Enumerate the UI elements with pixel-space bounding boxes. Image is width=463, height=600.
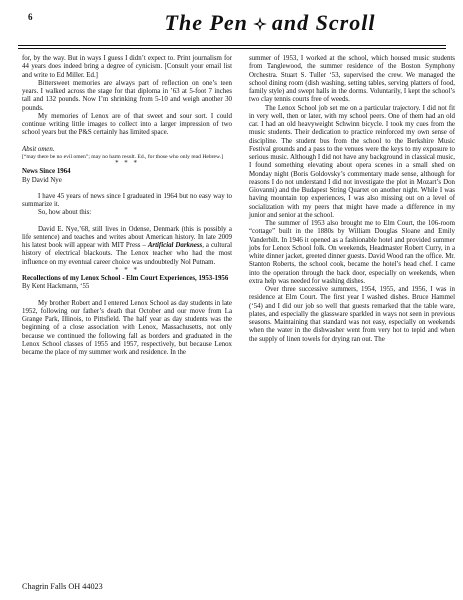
- header-rule: [18, 45, 446, 46]
- article-byline: By David Nye: [22, 176, 62, 184]
- editor-note: [“may there be no evil omen”; may no harm result. Ed., for those who only read Hebrew.]: [22, 153, 223, 160]
- page-number: 6: [28, 12, 33, 22]
- header-rule-thin: [18, 48, 446, 49]
- paragraph: The summer of 1953 also brought me to Elm Court, the 106-room “cottage” built in the 1880s by William Douglas Sloane and Emily Vanderbilt. In 1946 it opened as a fashionable hotel and provided summer jobs for Lenox School folk. On weekends, Headmaster Robert Curry, in a white dinner jacket, greeted dinner guests. David Wood ran the office. Mr. Stanton Roberts, the school cook, became the hotel’s head chef. I came into the operation through the back door, especially on weekends, when extra help was needed for washing dishes.: [249, 220, 455, 285]
- footer-address: Chagrin Falls OH 44023: [22, 582, 103, 591]
- cross-emblem-icon: [252, 12, 268, 28]
- masthead: [18, 6, 446, 50]
- paragraph: The Lenox School job set me on a particular trajectory. I did not fit in very well, then or later, with my school peers. One of them had an old car. I had an old heavyweight Schwinn bicycle. I took my cues from the music students. Their dedication to practice reinforced my own sense of discipline. The student bus from the school to the Berkshire Music Festival grounds and a pass to the venues were the keys to my exposure to serious music. Although I did not have any background in classical music, I found something elevating about opera scenes in a small shed on Monday night (Boris Goldovsky’s commentary made sense, although for reasons I do not understand I did not investigate the plot in Mozart’s Don Giovanni) and the Budapest String Quartet on another night. While I was having mountain top experiences, I was also missing out on a level of socialization with my peers that might have made a difference in my junior and senior at the school.: [249, 104, 455, 219]
- paragraph: for, by the way. But in ways I guess I didn’t expect to. Print journalism for 44 years does indeed bring a degree of cynicism. [Consult your email list and write to Ed Miller. Ed.]: [22, 55, 232, 79]
- paragraph: summer of 1953, I worked at the school, which housed music students from Tanglewood, the summer residence of the Boston Symphony Orchestra. Stuart S. Tuller ‘53, supervised the crew. We managed the school dining room (dish washing, setting tables, serving platters of food, family style) and swept halls in the dorms. Voluntarily, I kept the school’s two clay tennis courts free of weeds.: [249, 55, 455, 104]
- paragraph: Over three successive summers, 1954, 1955, and 1956, I was in residence at Elm Court. The first year I washed dishes. Bruce Hammel (‘54) and I did our job so well that guests remarked that the table ware, plates, and especially the glassware sparkled in ways not seen in previous seasons. Maintaining that standard was not easy, especially on weekends when the water in the dishwasher went from very hot to tepid and when the supply of linen towels for drying ran out. The: [249, 286, 455, 343]
- book-title: Artificial Darkness: [147, 242, 203, 250]
- title-left: The Pen: [164, 10, 248, 35]
- spacer: [22, 185, 232, 193]
- article-byline: By Kent Hackmann, ‘55: [22, 283, 90, 291]
- section-divider: * * *: [115, 266, 139, 274]
- spacer: [22, 292, 232, 300]
- paragraph: My brother Robert and I entered Lenox School as day students in late 1952, following our father’s death that October and our move from La Grange Park, Illinois, to Pittsfield. The half year as day students was the beginning of a close association with Lenox, Massachusetts, not only because we continued the following fall as borders and graduated in the Lenox School classes of 1955 and 1957, respectively, but because Lenox became the place of my summer work and residence. In the: [22, 299, 232, 357]
- paragraph: Bittersweet memories are always part of reflection on one’s teen years. I walked across the stage for that diploma in ’63 at 5-foot 7 inches tall and 132 pounds. Now I’m shrinking from 5-10 and weigh another 30 pounds.: [22, 79, 232, 112]
- paragraph: My memories of Lenox are of that sweet and sour sort. I could continue writing little images to collect into a larger impression of two school years but the P&S certainly has limited space.: [22, 112, 232, 137]
- article-title: News Since 1964: [22, 168, 71, 176]
- paragraph: David E. Nye,’68, still lives in Odense, Denmark (this is possibly a life sentence) and teaches and writes about American history. In late 2009 his latest book will appear with MIT Press – Artificial Darkness, a cultural history of electrical blackouts. The Lenox teacher who had the most influence on my eventual career choice was undoubtedly Nol Putnam.: [22, 225, 232, 266]
- left-column: [22, 55, 232, 357]
- right-column: [249, 55, 455, 344]
- article-title: Recollections of my Lenox School - Elm Court Experiences, 1953-1956: [22, 275, 229, 283]
- latin-phrase: Absit omen.: [22, 145, 55, 153]
- paragraph: So, how about this:: [38, 209, 92, 217]
- newsletter-title: [120, 10, 420, 40]
- title-right: and Scroll: [271, 10, 376, 35]
- spacer: [22, 138, 232, 146]
- paragraph: I have 45 years of news since I graduated in 1964 but no easy way to summarize it.: [22, 192, 232, 209]
- spacer: [22, 218, 232, 226]
- section-divider: * * *: [115, 160, 139, 168]
